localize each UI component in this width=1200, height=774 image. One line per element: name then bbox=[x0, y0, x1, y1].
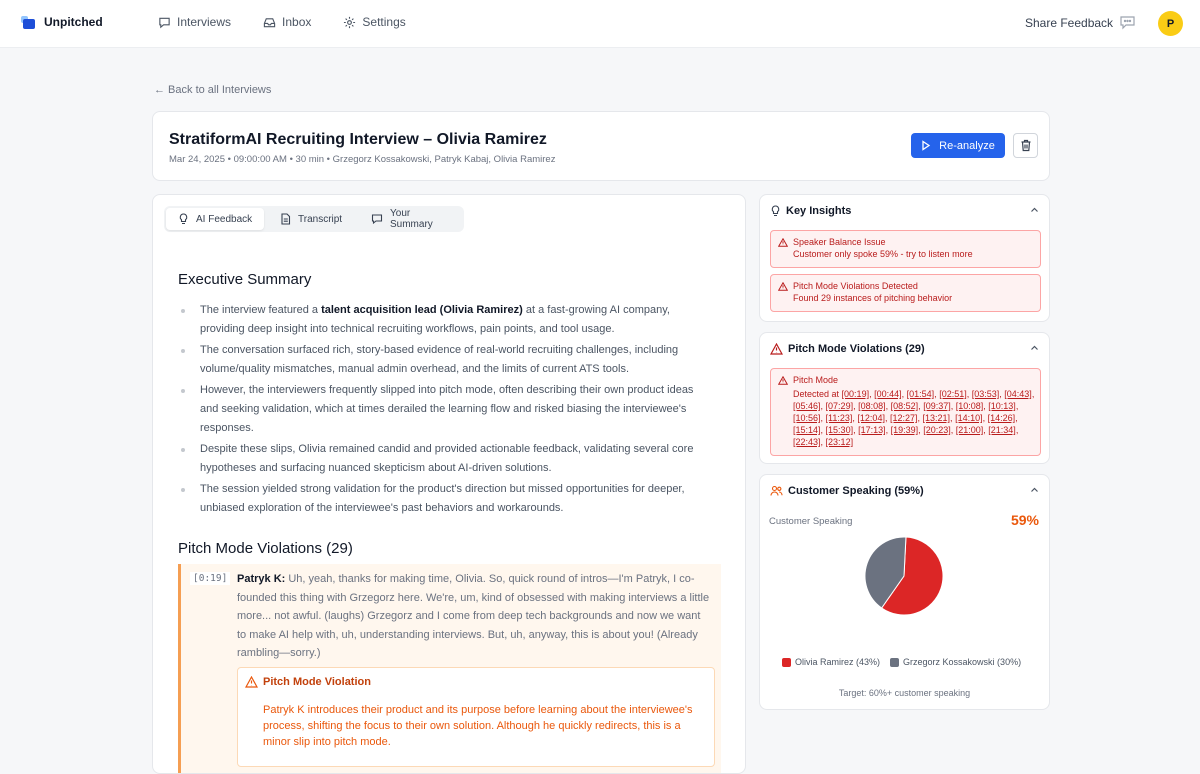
user-avatar[interactable]: P bbox=[1158, 11, 1183, 36]
customer-speaking-header[interactable]: Customer Speaking (59%) bbox=[770, 485, 924, 497]
timestamp-list: Detected at [00:19], [00:44], [01:54], [02:51], [03:53], [04:43], [05:46], [07:29], [08:08], [08:52], [09:37], [10:08], [10:13], [10:56], [11:23], [12:04], [12:27], [13:21], [14:10], [14:26], [15:14], [15:30], [17:13], [19:39], [20:23], [21:00], [21:34], [22:43], [23:12] bbox=[793, 389, 1035, 447]
key-insights-header[interactable]: Key Insights bbox=[770, 205, 851, 217]
warning-icon bbox=[778, 282, 788, 291]
timestamp-link[interactable]: [21:34] bbox=[988, 425, 1016, 435]
legend-swatch bbox=[782, 658, 791, 667]
timestamp-link[interactable]: [02:51] bbox=[939, 389, 967, 399]
violation-callout: Pitch Mode Violation Patryk K introduces their product and its purpose before learning about the interviewee's process, shifting the focus to their own solution. Although he quickly redirects, this is a minor slip into pitch mode. bbox=[237, 667, 715, 767]
lightbulb-icon bbox=[770, 205, 781, 217]
summary-list bbox=[179, 301, 709, 520]
timestamp-link[interactable]: [0:19] bbox=[190, 572, 230, 585]
main-nav bbox=[158, 15, 406, 29]
executive-summary-heading: Executive Summary bbox=[178, 271, 312, 288]
list-item: The session yielded strong validation for the product's direction but missed opportunities for deeper, unbiased exploration of the interviewee's past behaviors and workarounds. bbox=[179, 480, 709, 518]
timestamp-link[interactable]: [17:13] bbox=[858, 425, 886, 435]
legend-item bbox=[890, 657, 1021, 667]
legend-item bbox=[782, 657, 880, 667]
timestamp-link[interactable]: [11:23] bbox=[825, 413, 853, 423]
page-title: StratiformAI Recruiting Interview – Olivia Ramirez bbox=[169, 131, 547, 148]
app-name: Unpitched bbox=[44, 15, 103, 29]
nav-inbox[interactable]: Inbox bbox=[263, 15, 311, 29]
timestamp-link[interactable]: [08:52] bbox=[890, 401, 919, 411]
delete-button[interactable] bbox=[1013, 133, 1038, 158]
tab-bar bbox=[164, 206, 464, 232]
logo-icon bbox=[20, 14, 36, 30]
timestamp-link[interactable]: [14:10] bbox=[955, 413, 983, 423]
lightbulb-icon bbox=[178, 213, 189, 225]
key-insights-card bbox=[759, 194, 1050, 322]
list-item: The conversation surfaced rich, story-based evidence of real-world recruiting challenges, including volume/quality mismatches, manual admin overhead, and the limits of current ATS tools. bbox=[179, 341, 709, 379]
reanalyze-button[interactable]: Re-analyze bbox=[911, 133, 1005, 158]
chat-icon bbox=[371, 213, 383, 225]
timestamp-link[interactable]: [00:19] bbox=[841, 389, 870, 399]
tab-transcript[interactable]: Transcript bbox=[268, 208, 354, 230]
list-item: However, the interviewers frequently slipped into pitch mode, often describing their own product ideas and seeking validation, which at times derailed the learning flow and risked biasing the interviewee's responses. bbox=[179, 381, 709, 438]
timestamp-link[interactable]: [14:26] bbox=[987, 413, 1016, 423]
feedback-panel bbox=[152, 194, 746, 774]
list-item: Despite these slips, Olivia remained candid and provided actionable feedback, validating several core hypotheses and surfacing nuanced skepticism about AI-driven solutions. bbox=[179, 440, 709, 478]
nav-interviews[interactable]: Interviews bbox=[158, 15, 231, 29]
inbox-icon bbox=[263, 16, 276, 29]
warning-icon bbox=[778, 238, 788, 247]
timestamp-link[interactable]: [19:39] bbox=[890, 425, 919, 435]
timestamp-link[interactable]: [12:04] bbox=[857, 413, 885, 423]
nav-settings[interactable]: Settings bbox=[343, 15, 405, 29]
timestamp-link[interactable]: [09:37] bbox=[923, 401, 951, 411]
chat-icon bbox=[158, 16, 171, 29]
tab-ai-feedback[interactable]: AI Feedback bbox=[166, 208, 264, 230]
timestamp-link[interactable]: [10:08] bbox=[955, 401, 984, 411]
chevron-up-icon[interactable] bbox=[1030, 345, 1039, 351]
customer-speaking-value: 59% bbox=[1010, 512, 1039, 528]
transcript-quote: Patryk K: Uh, yeah, thanks for making time, Olivia. So, quick round of intros—I'm Patryk, I co-founded this thing with Grzegorz here. We're, um, kind of obsessed with making interviews a little more... not awful. (laughs) Grzegorz and I come from deep tech backgrounds and now we want to make AI help with, uh, understanding interviews. But, uh, anyway, this is about you! (Already rambling—sorry.) bbox=[237, 573, 710, 659]
document-icon bbox=[280, 213, 291, 225]
back-to-interviews-link[interactable]: ← Back to all Interviews bbox=[154, 84, 272, 96]
pitch-violations-header[interactable]: Pitch Mode Violations (29) bbox=[770, 343, 925, 355]
target-note: Target: 60%+ customer speaking bbox=[838, 688, 971, 698]
interview-meta: Mar 24, 2025 • 09:00:00 AM • 30 min • Grzegorz Kossakowski, Patryk Kabaj, Olivia Ramirez bbox=[169, 154, 556, 165]
timestamp-link[interactable]: [21:00] bbox=[955, 425, 984, 435]
legend-swatch bbox=[890, 658, 899, 667]
tab-your-summary[interactable]: Your Summary bbox=[359, 208, 464, 230]
violations-heading: Pitch Mode Violations (29) bbox=[178, 540, 353, 557]
interview-header bbox=[152, 111, 1050, 181]
speech-bubble-icon bbox=[1119, 15, 1136, 30]
customer-speaking-label: Customer Speaking bbox=[769, 516, 853, 527]
timestamp-link[interactable]: [22:43] bbox=[793, 437, 821, 447]
warning-icon bbox=[778, 376, 788, 385]
gear-icon bbox=[343, 16, 356, 29]
customer-speaking-card bbox=[759, 474, 1050, 710]
timestamp-link[interactable]: [10:56] bbox=[793, 413, 821, 423]
warning-icon bbox=[770, 343, 783, 355]
legend-label: Olivia Ramirez (43%) bbox=[795, 657, 881, 667]
top-navbar bbox=[0, 0, 1200, 48]
timestamp-link[interactable]: [00:44] bbox=[874, 389, 902, 399]
warning-icon bbox=[245, 676, 258, 688]
timestamp-link[interactable]: [08:08] bbox=[858, 401, 886, 411]
timestamp-link[interactable]: [03:53] bbox=[971, 389, 1000, 399]
legend-label: Grzegorz Kossakowski (30%) bbox=[903, 657, 1022, 667]
violation-item bbox=[178, 564, 721, 774]
pitch-violations-alert: Pitch Mode Violations Detected Found 29 instances of pitching behavior bbox=[770, 274, 1041, 312]
timestamp-link[interactable]: [23:12] bbox=[825, 437, 854, 447]
play-icon bbox=[921, 140, 931, 151]
timestamp-link[interactable]: [07:29] bbox=[825, 401, 854, 411]
timestamp-link[interactable]: [15:30] bbox=[825, 425, 854, 435]
chevron-up-icon[interactable] bbox=[1030, 207, 1039, 213]
timestamp-link[interactable]: [20:23] bbox=[923, 425, 951, 435]
pie-legend bbox=[782, 657, 1021, 667]
timestamp-link[interactable]: [15:14] bbox=[793, 425, 821, 435]
share-feedback-button[interactable]: Share Feedback bbox=[1025, 15, 1136, 30]
list-item: The interview featured a talent acquisition lead (Olivia Ramirez) at a fast-growing AI company, providing deep insight into technical recruiting workflows, pain points, and tool usage. bbox=[179, 301, 709, 339]
timestamp-link[interactable]: [01:54] bbox=[906, 389, 935, 399]
timestamp-link[interactable]: [05:46] bbox=[793, 401, 821, 411]
timestamp-link[interactable]: [10:13] bbox=[988, 401, 1016, 411]
speaking-pie-chart bbox=[760, 537, 1051, 657]
trash-icon bbox=[1020, 139, 1032, 152]
pitch-mode-alert: Pitch Mode Detected at [00:19], [00:44], [01:54], [02:51], [03:53], [04:43], [05:46], [07:29], [08:08], [08:52], [09:37], [10:08], [10:13], [10:56], [11:23], [12:04], [12:27], [13:21], [14:10], [14:26], [15:14], [15:30], [17:13], [19:39], [20:23], [21:00], [21:34], [22:43], [23:12] bbox=[770, 368, 1041, 456]
speaker-balance-alert: Speaker Balance Issue Customer only spoke 59% - try to listen more bbox=[770, 230, 1041, 268]
timestamp-link[interactable]: [04:43] bbox=[1004, 389, 1032, 399]
brand[interactable] bbox=[20, 14, 103, 30]
pitch-violations-card bbox=[759, 332, 1050, 464]
timestamp-link[interactable]: [12:27] bbox=[889, 413, 918, 423]
timestamp-link[interactable]: [13:21] bbox=[922, 413, 951, 423]
chevron-up-icon[interactable] bbox=[1030, 487, 1039, 493]
users-icon bbox=[770, 485, 783, 497]
